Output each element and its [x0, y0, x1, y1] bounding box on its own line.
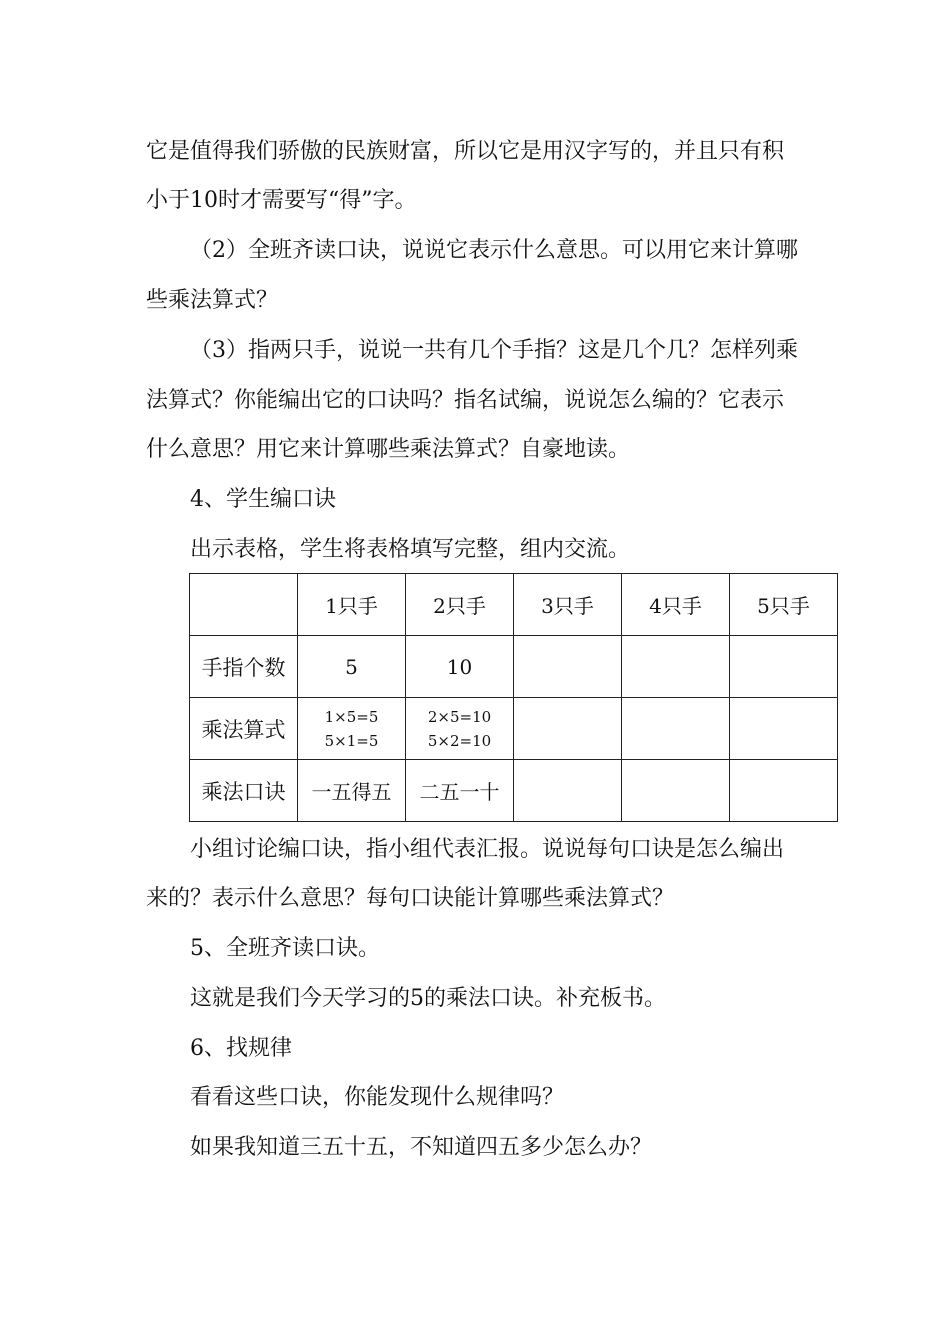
table-cell: 5 — [298, 636, 406, 698]
table-cell — [298, 698, 406, 760]
table-cell — [406, 698, 514, 760]
table-cell: 一五得五 — [298, 760, 406, 822]
paragraph-line: （2）全班齐读口诀，说说它表示什么意思。可以用它来计算哪 — [190, 238, 798, 263]
paragraph-line: 这就是我们今天学习的5的乘法口诀。补充板书。 — [190, 986, 666, 1011]
table-cell — [730, 760, 838, 822]
section-heading: 6、找规律 — [190, 1036, 292, 1061]
paragraph-line: 如果我知道三五十五，不知道四五多少怎么办？ — [190, 1135, 653, 1160]
equation: 1×5=5 — [324, 707, 379, 726]
equation: 5×2=10 — [427, 731, 492, 750]
table-cell: 二五一十 — [406, 760, 514, 822]
table-cell — [622, 698, 730, 760]
section-heading: 4、学生编口诀 — [190, 487, 336, 512]
table-header-cell — [190, 574, 298, 636]
table-header-cell: 1只手 — [298, 574, 406, 636]
section-heading: 5、全班齐读口诀。 — [190, 936, 380, 961]
table-header-cell: 5只手 — [730, 574, 838, 636]
paragraph-line: 法算式？你能编出它的口诀吗？指名试编，说说怎么编的？它表示 — [146, 388, 785, 413]
table-cell — [514, 636, 622, 698]
paragraph-line: 些乘法算式？ — [146, 288, 279, 313]
table-header-cell: 3只手 — [514, 574, 622, 636]
row-label: 乘法口诀 — [190, 760, 298, 822]
table-header-cell: 2只手 — [406, 574, 514, 636]
multiplication-table — [189, 573, 838, 822]
row-label: 乘法算式 — [190, 698, 298, 760]
paragraph-line: 出示表格，学生将表格填写完整，组内交流。 — [190, 537, 631, 562]
paragraph-line: 小于10时才需要写“得”字。 — [146, 188, 417, 213]
table-cell — [514, 698, 622, 760]
table-cell — [730, 636, 838, 698]
table-row — [190, 636, 838, 698]
paragraph-line: （3）指两只手，说说一共有几个手指？这是几个几？怎样列乘 — [190, 338, 798, 363]
paragraph-line: 来的？表示什么意思？每句口诀能计算哪些乘法算式？ — [146, 886, 675, 911]
table-row — [190, 760, 838, 822]
table-cell — [622, 760, 730, 822]
table-cell — [514, 760, 622, 822]
paragraph-line: 小组讨论编口诀，指小组代表汇报。说说每句口诀是怎么编出 — [190, 837, 785, 862]
table-cell — [622, 636, 730, 698]
table-cell — [730, 698, 838, 760]
table-header-cell: 4只手 — [622, 574, 730, 636]
equation: 2×5=10 — [427, 707, 492, 726]
paragraph-line: 看看这些口诀，你能发现什么规律吗？ — [190, 1085, 565, 1110]
equation: 5×1=5 — [324, 731, 379, 750]
table-cell: 10 — [406, 636, 514, 698]
row-label: 手指个数 — [190, 636, 298, 698]
table-row — [190, 698, 838, 760]
table-header-row — [190, 574, 838, 636]
paragraph-line: 它是值得我们骄傲的民族财富，所以它是用汉字写的，并且只有积 — [146, 139, 785, 164]
paragraph-line: 什么意思？用它来计算哪些乘法算式？自豪地读。 — [146, 437, 631, 462]
